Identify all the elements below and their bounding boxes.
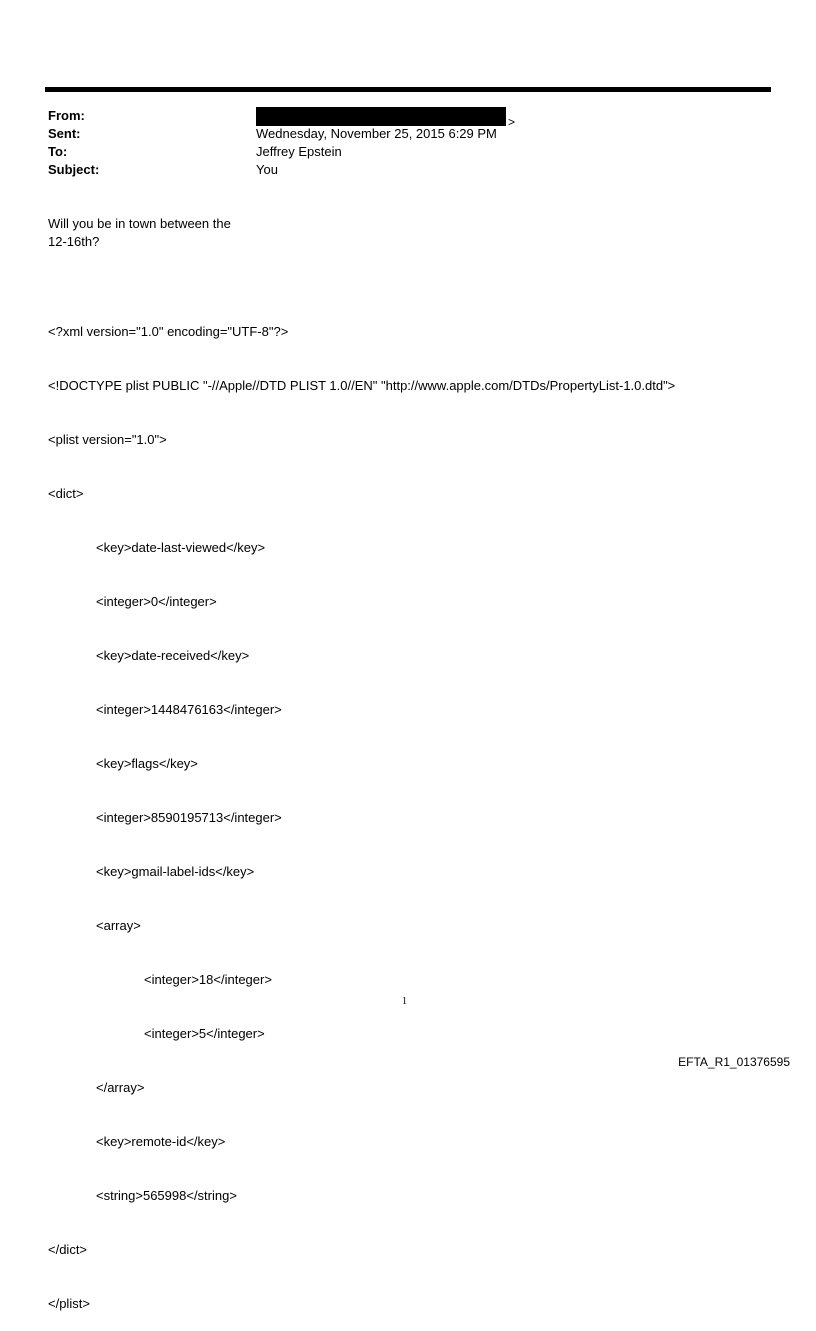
xml-line: <dict>: [48, 486, 84, 501]
subject-value: You: [256, 162, 278, 177]
sent-row: [48, 125, 515, 143]
xml-line: <key>date-received</key>: [96, 648, 250, 663]
xml-line: <integer>5</integer>: [144, 1026, 265, 1041]
xml-line: <integer>18</integer>: [144, 972, 272, 987]
subject-row: [48, 161, 515, 179]
xml-line: <?xml version="1.0" encoding="UTF-8"?>: [48, 324, 289, 339]
to-row: [48, 143, 515, 161]
from-row: [48, 107, 516, 129]
xml-line: <key>date-last-viewed</key>: [96, 540, 266, 555]
email-header: [48, 107, 515, 179]
xml-line: <plist version="1.0">: [48, 432, 167, 447]
xml-line: <integer>1448476163</integer>: [96, 702, 282, 717]
header-divider: [45, 87, 771, 92]
xml-line: <array>: [96, 918, 141, 933]
xml-line: <key>gmail-label-ids</key>: [96, 864, 255, 879]
to-label: To:: [48, 144, 68, 159]
xml-line: <key>remote-id</key>: [96, 1134, 226, 1149]
sent-label: Sent:: [48, 126, 81, 141]
xml-line: </plist>: [48, 1296, 90, 1311]
xml-line: </dict>: [48, 1242, 88, 1257]
body-line: Will you be in town between the: [48, 216, 231, 231]
from-value: [256, 107, 516, 129]
redaction-block: [256, 107, 506, 126]
xml-line: <integer>8590195713</integer>: [96, 810, 282, 825]
xml-line: <string>565998</string>: [96, 1188, 237, 1203]
to-value: Jeffrey Epstein: [256, 144, 342, 159]
xml-line: </array>: [96, 1080, 145, 1095]
page-number: 1: [402, 996, 407, 1007]
sent-value: Wednesday, November 25, 2015 6:29 PM: [256, 126, 497, 141]
xml-line: <key>flags</key>: [96, 756, 198, 771]
plist-xml-block: [48, 287, 675, 1331]
xml-line: <integer>0</integer>: [96, 594, 217, 609]
from-label: From:: [48, 108, 85, 123]
email-body: [48, 215, 231, 251]
body-line: 12-16th?: [48, 234, 100, 249]
xml-line: <!DOCTYPE plist PUBLIC "-//Apple//DTD PLIST 1.0//EN" "http://www.apple.com/DTDs/PropertyList-1.0.dtd">: [48, 378, 676, 393]
document-id: EFTA_R1_01376595: [678, 1055, 790, 1069]
from-value-suffix: >: [508, 115, 516, 129]
subject-label: Subject:: [48, 162, 100, 177]
